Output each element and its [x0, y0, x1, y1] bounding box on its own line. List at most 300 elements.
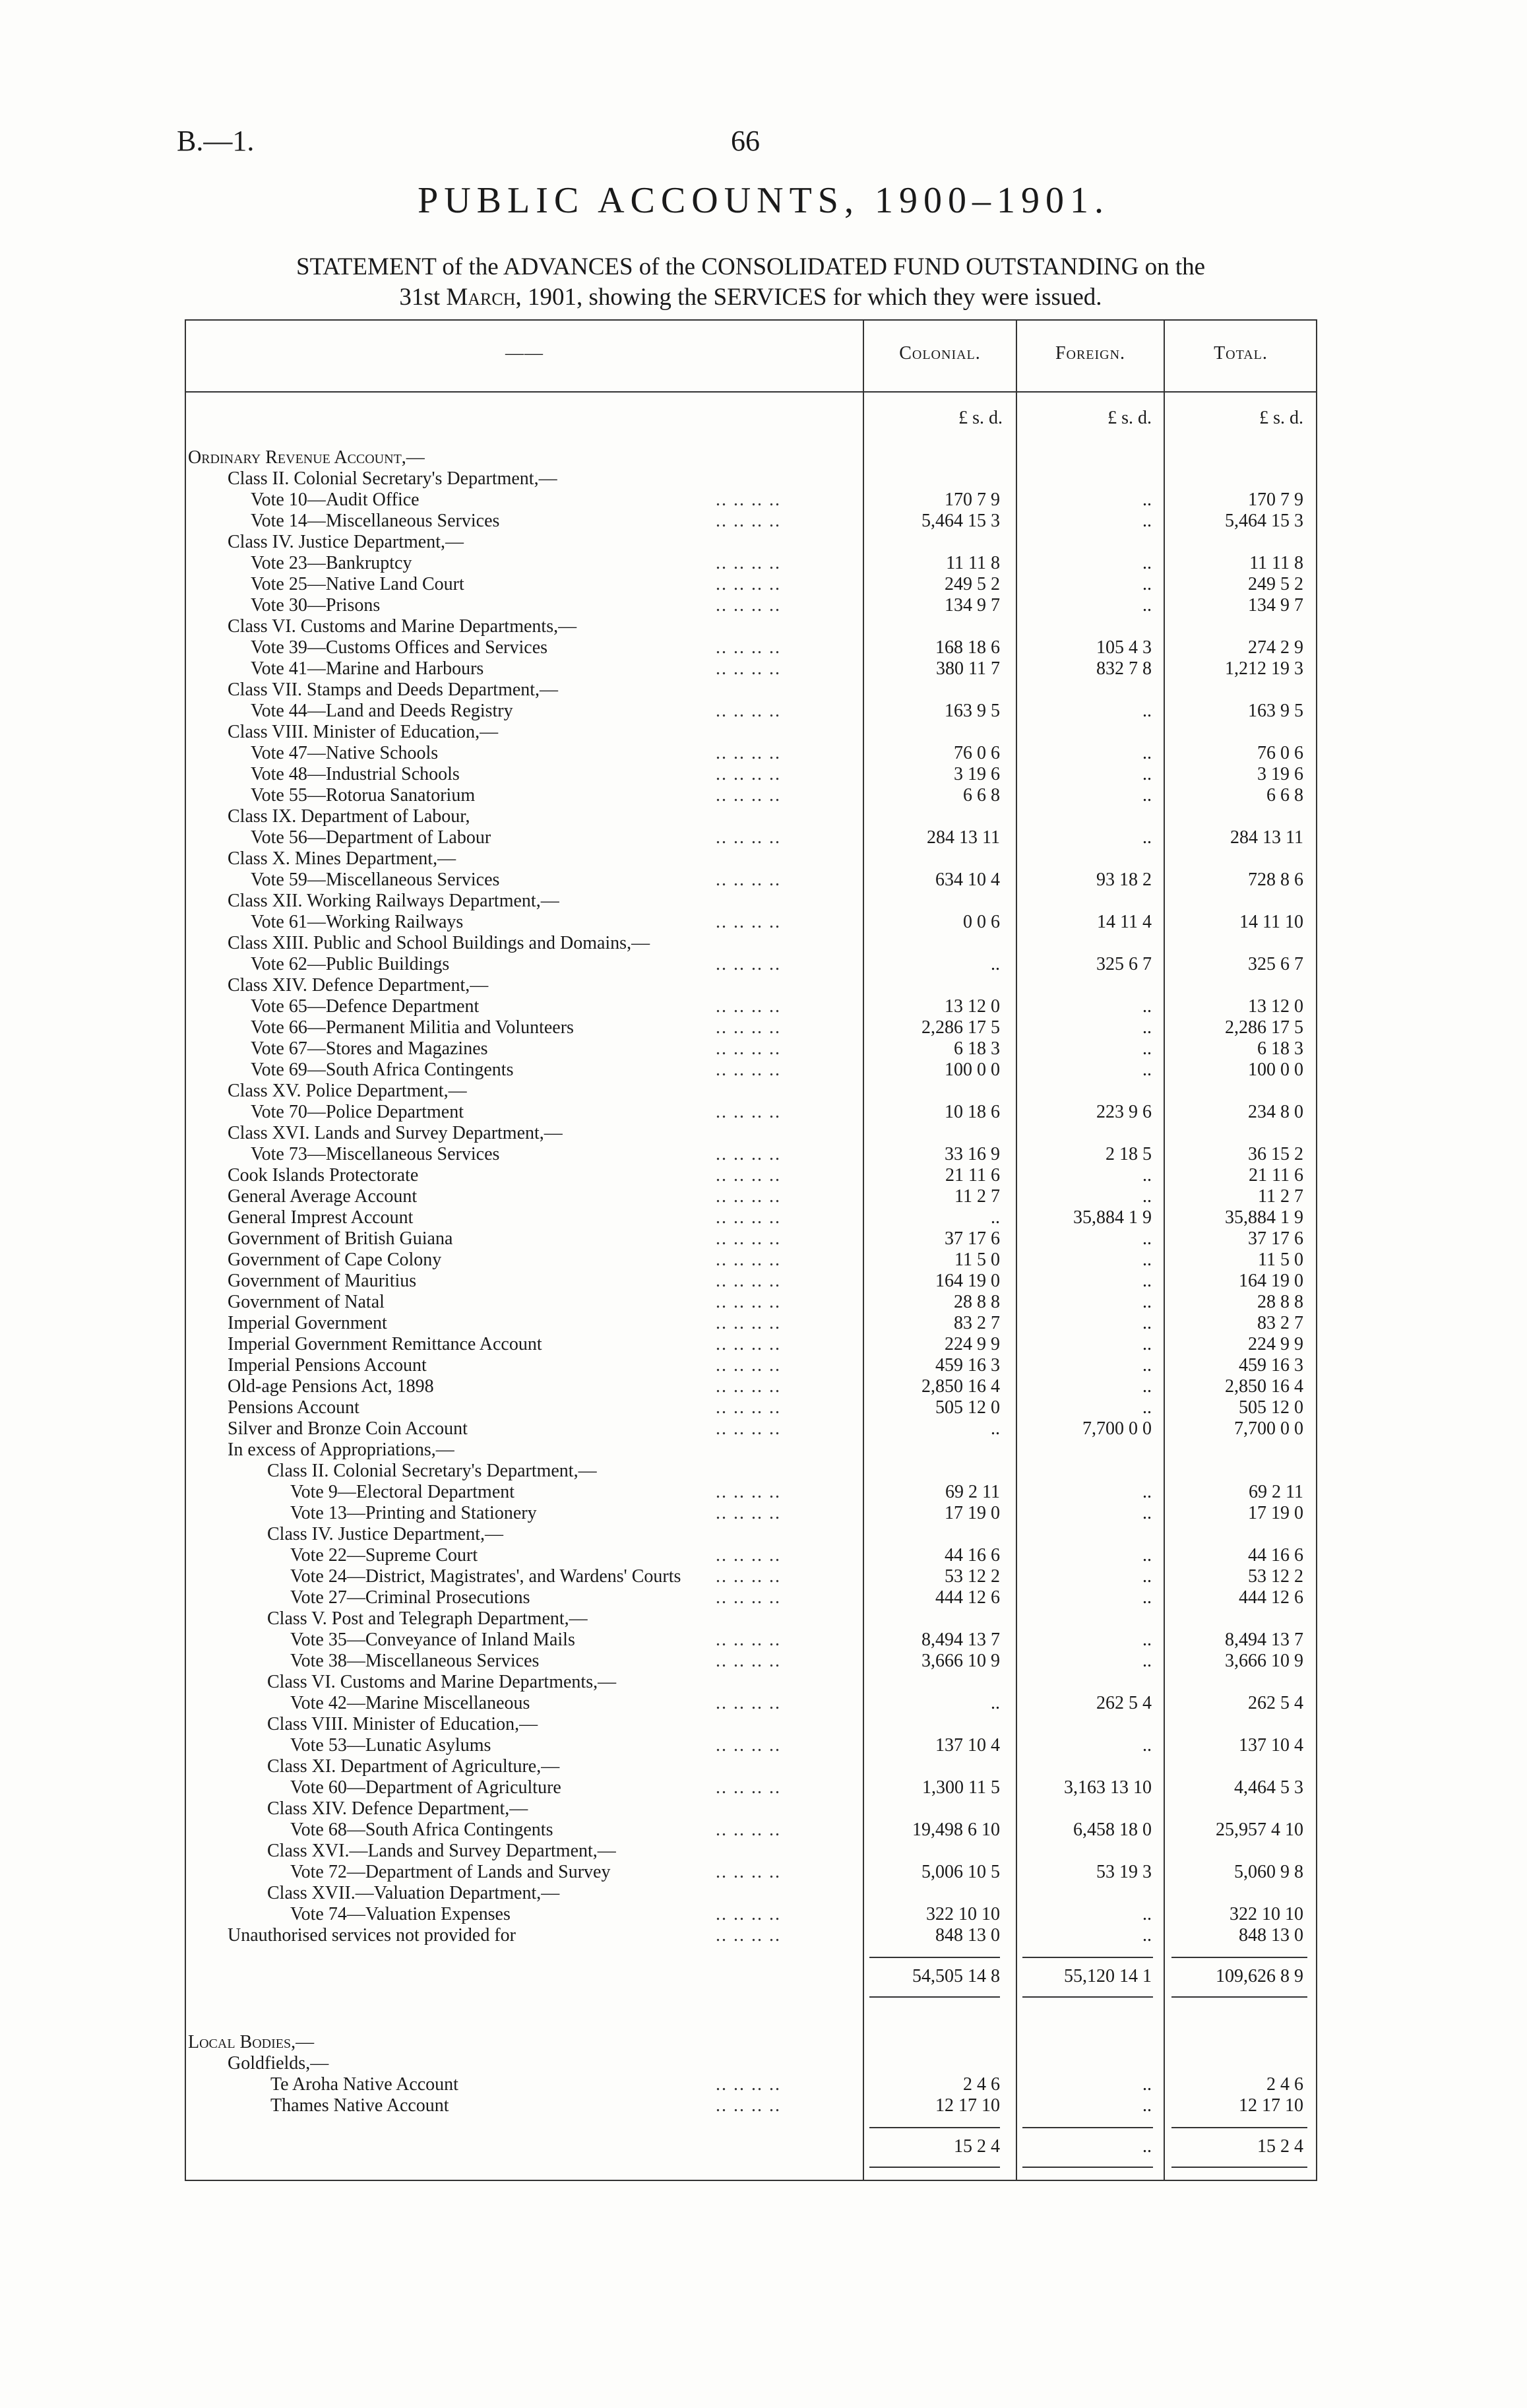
- amount-foreign: 53 19 3: [1096, 1862, 1152, 1882]
- table-row: [0, 701, 1527, 722]
- amount-colonial: 12 17 10: [935, 2095, 1000, 2116]
- amount-colonial: 634 10 4: [935, 870, 1000, 890]
- section-heading-row: [0, 722, 1527, 743]
- leader-dots: .. .. .. ..: [716, 1418, 781, 1439]
- amount-foreign: ..: [1142, 1545, 1152, 1566]
- amount-total: 69 2 11: [1249, 1482, 1303, 1502]
- sum-rule-local-foreign: [1022, 2127, 1153, 2128]
- amount-colonial: 44 16 6: [945, 1545, 1000, 1566]
- row-label: Vote 65—Defence Department: [251, 996, 480, 1017]
- total-colonial: 15 2 4: [954, 2136, 1000, 2157]
- amount-colonial: ..: [991, 954, 1000, 974]
- row-label: Vote 60—Department of Agriculture: [290, 1777, 561, 1798]
- table-row: [0, 1355, 1527, 1376]
- table-row: [0, 1271, 1527, 1292]
- row-label: Vote 48—Industrial Schools: [251, 764, 460, 784]
- amount-colonial: 53 12 2: [945, 1566, 1000, 1587]
- row-label: Vote 35—Conveyance of Inland Mails: [290, 1630, 575, 1650]
- row-label: Class XVI.—Lands and Survey Department,—: [267, 1841, 616, 1861]
- subtotal-local-row: [0, 2136, 1527, 2157]
- row-label: Vote 25—Native Land Court: [251, 574, 464, 594]
- row-label: Pensions Account: [228, 1397, 359, 1418]
- table-row: [0, 1102, 1527, 1123]
- table-row: [0, 1165, 1527, 1186]
- amount-foreign: ..: [1142, 511, 1152, 531]
- amount-foreign: ..: [1142, 1503, 1152, 1523]
- table-row: [0, 764, 1527, 785]
- sum-rule-local-under-colonial: [869, 2167, 1000, 2168]
- amount-foreign: ..: [1142, 553, 1152, 573]
- amount-colonial: 1,300 11 5: [922, 1777, 1000, 1798]
- table-row: [0, 1820, 1527, 1841]
- table-row: [0, 1630, 1527, 1651]
- column-header-foreign: Foreign.: [1055, 343, 1126, 364]
- amount-total: 322 10 10: [1230, 1904, 1303, 1924]
- amount-colonial: ..: [991, 1418, 1000, 1439]
- leader-dots: .. .. .. ..: [716, 1587, 781, 1608]
- sum-rule-local-under-foreign: [1022, 2167, 1153, 2168]
- table-row: [0, 1904, 1527, 1925]
- table-row: [0, 1038, 1527, 1060]
- section-heading-row: [0, 1798, 1527, 1820]
- leader-dots: .. .. .. ..: [716, 1482, 781, 1502]
- row-label: Class VIII. Minister of Education,—: [267, 1714, 538, 1734]
- amount-total: 76 0 6: [1257, 743, 1303, 763]
- amount-total: 53 12 2: [1248, 1566, 1303, 1587]
- leader-dots: .. .. .. ..: [716, 1397, 781, 1418]
- leader-dots: .. .. .. ..: [716, 2095, 781, 2116]
- leader-dots: .. .. .. ..: [716, 1038, 781, 1059]
- row-label: Government of Natal: [228, 1292, 385, 1312]
- row-label: Vote 38—Miscellaneous Services: [290, 1651, 540, 1671]
- amount-colonial: 13 12 0: [945, 996, 1000, 1017]
- amount-foreign: ..: [1142, 1630, 1152, 1650]
- row-label: Vote 22—Supreme Court: [290, 1545, 478, 1566]
- amount-colonial: 21 11 6: [945, 1165, 1000, 1186]
- row-label: Class IX. Department of Labour,: [228, 806, 470, 827]
- amount-foreign: ..: [1142, 1587, 1152, 1608]
- leader-dots: .. .. .. ..: [716, 1925, 781, 1946]
- amount-foreign: ..: [1142, 764, 1152, 784]
- row-label: Class VII. Stamps and Deeds Department,—: [228, 680, 559, 700]
- section-heading-row: [0, 1672, 1527, 1693]
- amount-colonial: 17 19 0: [945, 1503, 1000, 1523]
- amount-total: 5,464 15 3: [1225, 511, 1303, 531]
- leader-dots: .. .. .. ..: [716, 912, 781, 932]
- row-label: Class IV. Justice Department,—: [267, 1524, 503, 1544]
- leader-dots: .. .. .. ..: [716, 1017, 781, 1038]
- amount-total: 44 16 6: [1248, 1545, 1303, 1566]
- table-row: [0, 1693, 1527, 1714]
- row-label: Class XII. Working Railways Department,—: [228, 891, 559, 911]
- row-label: Unauthorised services not provided for: [228, 1925, 516, 1946]
- amount-total: 170 7 9: [1248, 490, 1303, 510]
- amount-foreign: ..: [1142, 1250, 1152, 1270]
- amount-total: 134 9 7: [1248, 595, 1303, 616]
- leader-dots: .. .. .. ..: [716, 743, 781, 763]
- total-total: 15 2 4: [1257, 2136, 1303, 2157]
- page-reference: B.—1.: [177, 125, 255, 157]
- table-row: [0, 1587, 1527, 1608]
- amount-colonial: 83 2 7: [954, 1313, 1000, 1333]
- section-heading-row: [0, 2032, 1527, 2053]
- amount-colonial: 164 19 0: [935, 1271, 1000, 1291]
- amount-foreign: ..: [1142, 490, 1152, 510]
- leader-dots: .. .. .. ..: [716, 1862, 781, 1882]
- amount-foreign: ..: [1142, 1228, 1152, 1249]
- row-label: Vote 69—South Africa Contingents: [251, 1060, 514, 1080]
- amount-total: 284 13 11: [1230, 827, 1303, 848]
- table-row: [0, 743, 1527, 764]
- row-label: Cook Islands Protectorate: [228, 1165, 419, 1186]
- leader-dots: .. .. .. ..: [716, 1313, 781, 1333]
- table-row: [0, 827, 1527, 848]
- amount-foreign: 2 18 5: [1106, 1144, 1152, 1164]
- amount-colonial: 163 9 5: [945, 701, 1000, 721]
- row-label: Ordinary Revenue Account,—: [188, 447, 425, 468]
- amount-colonial: 69 2 11: [945, 1482, 1000, 1502]
- leader-dots: .. .. .. ..: [716, 658, 781, 679]
- table-row: [0, 1376, 1527, 1397]
- amount-total: 14 11 10: [1239, 912, 1303, 932]
- leader-dots: .. .. .. ..: [716, 1144, 781, 1164]
- amount-colonial: 10 18 6: [945, 1102, 1000, 1122]
- row-label: Vote 74—Valuation Expenses: [290, 1904, 511, 1924]
- row-label: Vote 47—Native Schools: [251, 743, 439, 763]
- amount-colonial: 444 12 6: [935, 1587, 1000, 1608]
- amount-foreign: 35,884 1 9: [1073, 1207, 1152, 1228]
- leader-dots: .. .. .. ..: [716, 1292, 781, 1312]
- table-row: [0, 574, 1527, 595]
- amount-colonial: 100 0 0: [945, 1060, 1000, 1080]
- leader-dots: .. .. .. ..: [716, 595, 781, 616]
- row-label: Vote 10—Audit Office: [251, 490, 420, 510]
- amount-total: 12 17 10: [1239, 2095, 1303, 2116]
- amount-total: 5,060 9 8: [1234, 1862, 1303, 1882]
- amount-foreign: 325 6 7: [1096, 954, 1152, 974]
- row-label: Class XIV. Defence Department,—: [228, 975, 489, 996]
- section-heading-row: [0, 933, 1527, 954]
- amount-foreign: 3,163 13 10: [1064, 1777, 1152, 1798]
- amount-total: 164 19 0: [1239, 1271, 1303, 1291]
- row-label: Vote 73—Miscellaneous Services: [251, 1144, 500, 1164]
- leader-dots: .. .. .. ..: [716, 1503, 781, 1523]
- section-heading-row: [0, 1841, 1527, 1862]
- statement-word: STATEMENT: [296, 253, 437, 280]
- amount-total: 1,212 19 3: [1225, 658, 1303, 679]
- amount-total: 3,666 10 9: [1225, 1651, 1303, 1671]
- section-heading-row: [0, 1081, 1527, 1102]
- leader-dots: .. .. .. ..: [716, 553, 781, 573]
- amount-colonial: 6 18 3: [954, 1038, 1000, 1059]
- amount-colonial: 8,494 13 7: [921, 1630, 1000, 1650]
- table-row: [0, 1482, 1527, 1503]
- table-row: [0, 595, 1527, 616]
- row-label: Government of Cape Colony: [228, 1250, 442, 1270]
- table-row: [0, 511, 1527, 532]
- amount-total: 459 16 3: [1239, 1355, 1303, 1376]
- sum-rule-ordinary-colonial: [869, 1957, 1000, 1958]
- row-label: Vote 55—Rotorua Sanatorium: [251, 785, 476, 806]
- amount-foreign: ..: [1142, 1925, 1152, 1946]
- amount-foreign: ..: [1142, 996, 1152, 1017]
- leader-dots: .. .. .. ..: [716, 2074, 781, 2095]
- row-label: Vote 62—Public Buildings: [251, 954, 450, 974]
- amount-total: 35,884 1 9: [1225, 1207, 1303, 1228]
- amount-colonial: ..: [991, 1207, 1000, 1228]
- leader-dots: .. .. .. ..: [716, 1355, 781, 1376]
- total-foreign: ..: [1142, 2136, 1152, 2157]
- amount-foreign: 223 9 6: [1096, 1102, 1152, 1122]
- row-label: Government of British Guiana: [228, 1228, 453, 1249]
- amount-foreign: ..: [1142, 1735, 1152, 1756]
- leader-dots: .. .. .. ..: [716, 637, 781, 658]
- section-heading-row: [0, 1461, 1527, 1482]
- row-label: Class XVII.—Valuation Department,—: [267, 1883, 560, 1903]
- amount-foreign: ..: [1142, 1165, 1152, 1186]
- amount-colonial: 505 12 0: [935, 1397, 1000, 1418]
- amount-total: 3 19 6: [1257, 764, 1303, 784]
- row-label: Class VI. Customs and Marine Departments,—: [267, 1672, 617, 1692]
- amount-total: 2,286 17 5: [1225, 1017, 1303, 1038]
- amount-colonial: 2,850 16 4: [921, 1376, 1000, 1397]
- row-label: Vote 41—Marine and Harbours: [251, 658, 484, 679]
- amount-total: 249 5 2: [1248, 574, 1303, 594]
- section-heading-row: [0, 975, 1527, 996]
- row-label: Class II. Colonial Secretary's Department,—: [267, 1461, 597, 1481]
- amount-colonial: 137 10 4: [935, 1735, 1000, 1756]
- table-row: [0, 1925, 1527, 1946]
- row-label: Class IV. Justice Department,—: [228, 532, 464, 552]
- amount-total: 274 2 9: [1248, 637, 1303, 658]
- table-row: [0, 1250, 1527, 1271]
- amount-foreign: ..: [1142, 1292, 1152, 1312]
- leader-dots: .. .. .. ..: [716, 1651, 781, 1671]
- row-label: Thames Native Account: [270, 2095, 449, 2116]
- sum-rule-local-total: [1171, 2127, 1307, 2128]
- sum-rule-ordinary-under-total: [1171, 1996, 1307, 1998]
- row-label: Vote 66—Permanent Militia and Volunteers: [251, 1017, 574, 1038]
- section-heading-row: [0, 447, 1527, 468]
- row-label: Vote 24—District, Magistrates', and Wardens' Courts: [290, 1566, 681, 1587]
- amount-colonial: 170 7 9: [945, 490, 1000, 510]
- table-row: [0, 870, 1527, 891]
- row-label: Te Aroha Native Account: [270, 2074, 458, 2095]
- amount-total: 8,494 13 7: [1225, 1630, 1303, 1650]
- amount-colonial: 459 16 3: [935, 1355, 1000, 1376]
- amount-colonial: 3 19 6: [954, 764, 1000, 784]
- amount-total: 848 13 0: [1239, 1925, 1303, 1946]
- leader-dots: .. .. .. ..: [716, 701, 781, 721]
- table-row: [0, 1313, 1527, 1334]
- amount-foreign: ..: [1142, 1186, 1152, 1207]
- leader-dots: .. .. .. ..: [716, 511, 781, 531]
- leader-dots: .. .. .. ..: [716, 1630, 781, 1650]
- table-row: [0, 1017, 1527, 1038]
- section-heading-row: [0, 616, 1527, 637]
- leader-dots: .. .. .. ..: [716, 1228, 781, 1249]
- sum-rule-local-colonial: [869, 2127, 1000, 2128]
- section-heading-row: [0, 532, 1527, 553]
- amount-colonial: 3,666 10 9: [921, 1651, 1000, 1671]
- amount-colonial: 134 9 7: [945, 595, 1000, 616]
- amount-total: 728 8 6: [1248, 870, 1303, 890]
- section-heading-row: [0, 680, 1527, 701]
- unit-label-foreign: £ s. d.: [1107, 408, 1152, 428]
- amount-colonial: 848 13 0: [935, 1925, 1000, 1946]
- table-row: [0, 912, 1527, 933]
- row-label: Class X. Mines Department,—: [228, 848, 456, 869]
- amount-colonial: 380 11 7: [936, 658, 1000, 679]
- row-label: General Imprest Account: [228, 1207, 414, 1228]
- leader-dots: .. .. .. ..: [716, 870, 781, 890]
- leader-dots: .. .. .. ..: [716, 785, 781, 806]
- table-row: [0, 785, 1527, 806]
- amount-foreign: ..: [1142, 1060, 1152, 1080]
- amount-total: 13 12 0: [1248, 996, 1303, 1017]
- row-label: Vote 23—Bankruptcy: [251, 553, 412, 573]
- statement-date-day: 31st: [399, 284, 447, 311]
- row-label: Class VIII. Minister of Education,—: [228, 722, 499, 742]
- amount-total: 505 12 0: [1239, 1397, 1303, 1418]
- amount-foreign: ..: [1142, 785, 1152, 806]
- amount-total: 4,464 5 3: [1234, 1777, 1303, 1798]
- amount-total: 21 11 6: [1249, 1165, 1303, 1186]
- leader-dots: .. .. .. ..: [716, 1777, 781, 1798]
- amount-colonial: 33 16 9: [945, 1144, 1000, 1164]
- row-label: Vote 44—Land and Deeds Registry: [251, 701, 513, 721]
- amount-foreign: ..: [1142, 574, 1152, 594]
- amount-total: 137 10 4: [1239, 1735, 1303, 1756]
- leader-dots: .. .. .. ..: [716, 490, 781, 510]
- amount-foreign: ..: [1142, 2074, 1152, 2095]
- row-label: Vote 59—Miscellaneous Services: [251, 870, 500, 890]
- table-row: [0, 1862, 1527, 1883]
- table-row: [0, 1292, 1527, 1313]
- amount-total: 262 5 4: [1248, 1693, 1303, 1713]
- table-row: [0, 1735, 1527, 1756]
- row-label: Imperial Pensions Account: [228, 1355, 427, 1376]
- amount-foreign: ..: [1142, 1355, 1152, 1376]
- column-header-colonial: Colonial.: [899, 343, 981, 364]
- amount-total: 7,700 0 0: [1234, 1418, 1303, 1439]
- row-label: Imperial Government: [228, 1313, 387, 1333]
- table-row: [0, 1228, 1527, 1250]
- amount-total: 224 9 9: [1248, 1334, 1303, 1354]
- amount-total: 83 2 7: [1257, 1313, 1303, 1333]
- amount-total: 444 12 6: [1239, 1587, 1303, 1608]
- section-heading-row: [0, 806, 1527, 827]
- section-heading-row: [0, 2053, 1527, 2074]
- row-label: Vote 68—South Africa Contingents: [290, 1820, 553, 1840]
- amount-total: 163 9 5: [1248, 701, 1303, 721]
- table-row: [0, 2095, 1527, 2116]
- table-row: [0, 490, 1527, 511]
- total-foreign: 55,120 14 1: [1064, 1966, 1152, 1986]
- page-number: 66: [731, 125, 760, 157]
- leader-dots: .. .. .. ..: [716, 1186, 781, 1207]
- amount-colonial: 224 9 9: [945, 1334, 1000, 1354]
- amount-total: 2,850 16 4: [1225, 1376, 1303, 1397]
- amount-foreign: 6,458 18 0: [1073, 1820, 1152, 1840]
- sum-rule-ordinary-foreign: [1022, 1957, 1153, 1958]
- table-row: [0, 1186, 1527, 1207]
- leader-dots: .. .. .. ..: [716, 1693, 781, 1713]
- amount-total: 325 6 7: [1248, 954, 1303, 974]
- section-heading-row: [0, 1123, 1527, 1144]
- amount-total: 2 4 6: [1266, 2074, 1303, 2095]
- section-heading-row: [0, 1440, 1527, 1461]
- row-label: Vote 72—Department of Lands and Survey: [290, 1862, 611, 1882]
- leader-dots: .. .. .. ..: [716, 1735, 781, 1756]
- subtotal-ordinary-row: [0, 1966, 1527, 1987]
- unit-label-colonial: £ s. d.: [958, 408, 1003, 428]
- table-row: [0, 1566, 1527, 1587]
- row-label: Vote 56—Department of Labour: [251, 827, 491, 848]
- total-total: 109,626 8 9: [1216, 1966, 1303, 1986]
- amount-total: 17 19 0: [1248, 1503, 1303, 1523]
- table-row: [0, 954, 1527, 975]
- leader-dots: .. .. .. ..: [716, 764, 781, 784]
- amount-foreign: ..: [1142, 2095, 1152, 2116]
- table-row: [0, 1144, 1527, 1165]
- amount-foreign: ..: [1142, 1313, 1152, 1333]
- amount-foreign: ..: [1142, 1376, 1152, 1397]
- amount-colonial: 11 11 8: [946, 553, 1000, 573]
- amount-foreign: ..: [1142, 1904, 1152, 1924]
- table-row: [0, 658, 1527, 680]
- row-label: Vote 53—Lunatic Asylums: [290, 1735, 491, 1756]
- section-heading-row: [0, 1756, 1527, 1777]
- amount-total: 6 18 3: [1257, 1038, 1303, 1059]
- amount-foreign: 262 5 4: [1096, 1693, 1152, 1713]
- amount-total: 37 17 6: [1248, 1228, 1303, 1249]
- leader-dots: .. .. .. ..: [716, 1904, 781, 1924]
- leader-dots: .. .. .. ..: [716, 1060, 781, 1080]
- leader-dots: .. .. .. ..: [716, 1250, 781, 1270]
- row-label: Goldfields,—: [228, 2053, 329, 2074]
- leader-dots: .. .. .. ..: [716, 996, 781, 1017]
- amount-foreign: ..: [1142, 1017, 1152, 1038]
- section-heading-row: [0, 1883, 1527, 1904]
- row-label: Vote 30—Prisons: [251, 595, 381, 616]
- table-row: [0, 1334, 1527, 1355]
- sum-rule-ordinary-under-foreign: [1022, 1996, 1153, 1998]
- amount-foreign: ..: [1142, 1038, 1152, 1059]
- row-label: Class VI. Customs and Marine Departments,—: [228, 616, 577, 637]
- row-label: Class XIII. Public and School Buildings and Domains,—: [228, 933, 650, 953]
- leader-dots: .. .. .. ..: [716, 1334, 781, 1354]
- table-row: [0, 1397, 1527, 1418]
- amount-foreign: 93 18 2: [1096, 870, 1152, 890]
- amount-colonial: 5,464 15 3: [921, 511, 1000, 531]
- table-row: [0, 996, 1527, 1017]
- page-title: PUBLIC ACCOUNTS, 1900–1901.: [418, 180, 1109, 221]
- amount-foreign: ..: [1142, 827, 1152, 848]
- leader-dots: .. .. .. ..: [716, 1207, 781, 1228]
- row-label: Vote 14—Miscellaneous Services: [251, 511, 500, 531]
- leader-dots: .. .. .. ..: [716, 1271, 781, 1291]
- amount-colonial: 6 6 8: [963, 785, 1000, 806]
- table-row: [0, 637, 1527, 658]
- amount-foreign: ..: [1142, 1334, 1152, 1354]
- row-label: Silver and Bronze Coin Account: [228, 1418, 468, 1439]
- row-label: Vote 13—Printing and Stationery: [290, 1503, 537, 1523]
- row-label: Class XV. Police Department,—: [228, 1081, 467, 1101]
- amount-total: 11 5 0: [1258, 1250, 1303, 1270]
- sum-rule-ordinary-under-colonial: [869, 1996, 1000, 1998]
- amount-total: 11 2 7: [1258, 1186, 1303, 1207]
